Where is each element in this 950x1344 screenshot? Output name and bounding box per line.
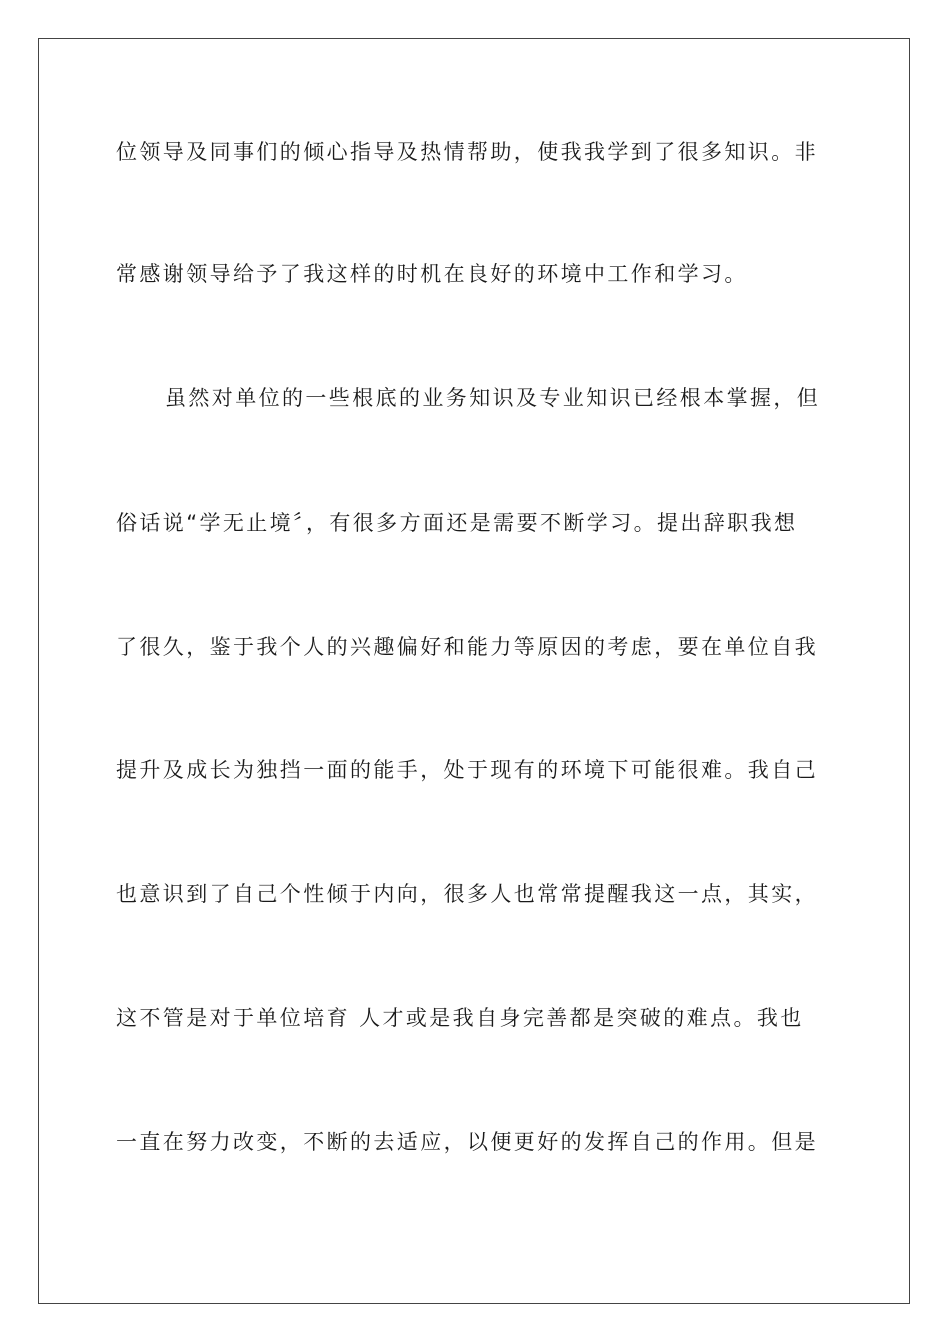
text-line-2: 常感谢领导给予了我这样的时机在良好的环境中工作和学习。 — [116, 262, 748, 286]
text-line-5: 了很久，鉴于我个人的兴趣偏好和能力等原因的考虑，要在单位自我 — [116, 635, 818, 659]
text-line-3: 虽然对单位的一些根底的业务知识及专业知识已经根本掌握，但 — [165, 386, 821, 410]
text-line-8: 这不管是对于单位培育 人才或是我自身完善都是突破的难点。我也 — [116, 1006, 804, 1030]
page-border — [38, 38, 910, 1304]
text-line-6: 提升及成长为独挡一面的能手，处于现有的环境下可能很难。我自己 — [116, 758, 818, 782]
text-line-4: 俗话说“学无止境〞，有很多方面还是需要不断学习。提出辞职我想 — [116, 511, 798, 535]
text-line-9: 一直在努力改变，不断的去适应，以便更好的发挥自己的作用。但是 — [116, 1130, 818, 1154]
text-line-1: 位领导及同事们的倾心指导及热情帮助，使我我学到了很多知识。非 — [116, 140, 818, 164]
text-line-7: 也意识到了自己个性倾于内向，很多人也常常提醒我这一点，其实， — [116, 882, 818, 906]
